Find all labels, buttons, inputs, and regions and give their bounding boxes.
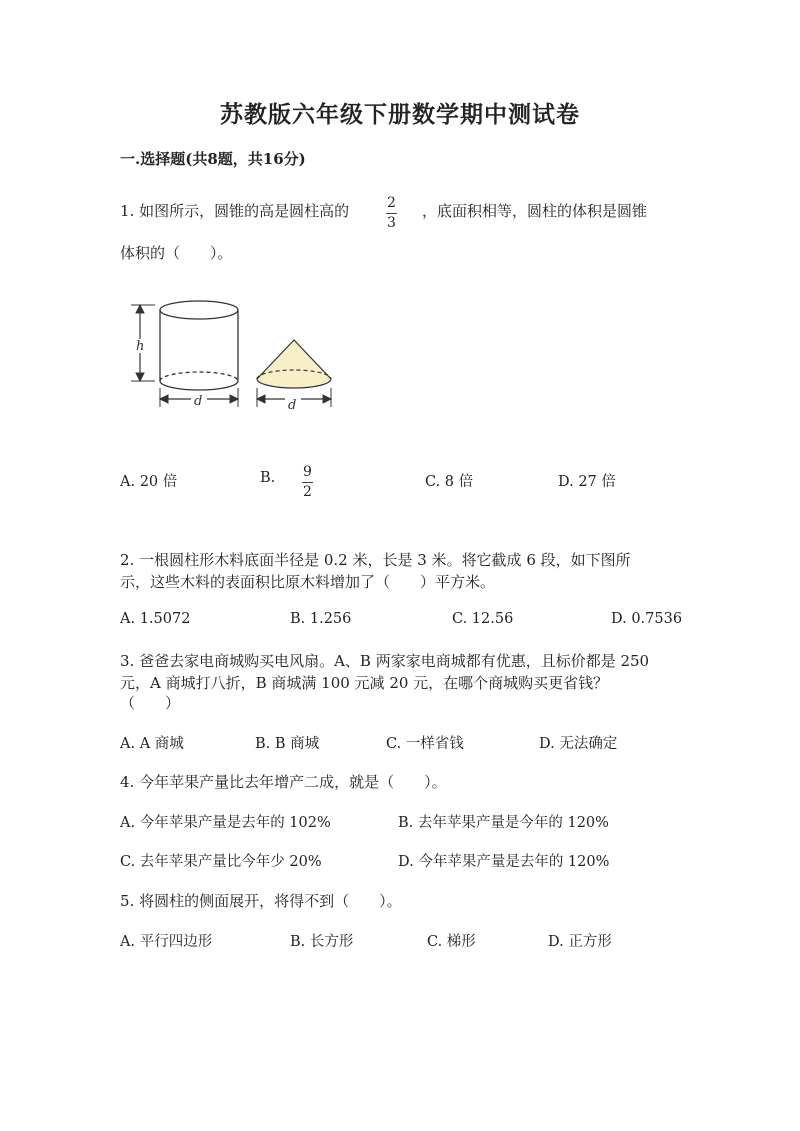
- q3-option-a[interactable]: A. A 商城: [120, 736, 184, 752]
- question-3-line-2: 元，A 商城打八折，B 商城满 100 元减 20 元，在哪个商城购买更省钱？: [120, 674, 609, 692]
- q1-option-d[interactable]: D. 27 倍: [558, 474, 616, 490]
- question-1-line-2: 体积的（ ）。: [120, 244, 233, 262]
- q3-option-d[interactable]: D. 无法确定: [539, 736, 618, 752]
- question-5-line-1: 5. 将圆柱的侧面展开，将得不到（ ）。: [120, 892, 402, 910]
- question-1-text-a: 1. 如图所示，圆锥的高是圆柱高的: [120, 202, 350, 220]
- q1-option-b[interactable]: B.: [260, 470, 276, 486]
- q5-option-c[interactable]: C. 梯形: [427, 934, 476, 950]
- q4-option-d[interactable]: D. 今年苹果产量是去年的 120%: [398, 854, 610, 870]
- fraction-numerator: 2: [387, 195, 396, 211]
- q3-option-b[interactable]: B. B 商城: [255, 736, 320, 752]
- question-2-line-2: 示，这些木料的表面积比原木料增加了（ ）平方米。: [120, 573, 496, 591]
- question-2-line-1: 2. 一根圆柱形木料底面半径是 0.2 米，长是 3 米。将它截成 6 段，如下图所: [120, 551, 631, 569]
- question-1-fraction: [386, 196, 397, 231]
- q2-option-a[interactable]: A. 1.5072: [120, 611, 191, 627]
- question-4-line-1: 4. 今年苹果产量比去年增产二成，就是（ ）。: [120, 773, 447, 791]
- q4-option-b[interactable]: B. 去年苹果产量是今年的 120%: [398, 815, 609, 831]
- q5-option-b[interactable]: B. 长方形: [290, 934, 354, 950]
- section-heading: 一.选择题(共8题，共16分): [120, 150, 306, 168]
- q2-option-b[interactable]: B. 1.256: [290, 611, 352, 627]
- fraction-denominator: 2: [303, 484, 312, 500]
- cone-shape: [257, 340, 331, 388]
- height-label: h: [136, 339, 145, 354]
- q2-option-c[interactable]: C. 12.56: [452, 611, 514, 627]
- cylinder-shape: [160, 301, 238, 390]
- q5-option-d[interactable]: D. 正方形: [548, 934, 612, 950]
- q1-option-b-fraction: [302, 465, 313, 500]
- fraction-bar: [302, 482, 313, 483]
- question-3-line-1: 3. 爸爸去家电商城购买电风扇。A、B 两家家电商城都有优惠，且标价都是 250: [120, 652, 650, 670]
- q3-option-c[interactable]: C. 一样省钱: [386, 736, 464, 752]
- question-1-text-b: ，底面积相等，圆柱的体积是圆锥: [422, 202, 648, 220]
- page-title: 苏教版六年级下册数学期中测试卷: [220, 101, 580, 128]
- fraction-denominator: 3: [387, 215, 396, 231]
- fraction-bar: [386, 213, 397, 214]
- question-1-line-1: [120, 200, 349, 222]
- cylinder-cone-figure: [125, 295, 340, 415]
- q4-option-c[interactable]: C. 去年苹果产量比今年少 20%: [120, 854, 322, 870]
- q1-option-c[interactable]: C. 8 倍: [425, 474, 474, 490]
- question-3-line-3: （ ）: [120, 694, 181, 712]
- q5-option-a[interactable]: A. 平行四边形: [120, 934, 213, 950]
- q1-option-a[interactable]: A. 20 倍: [120, 474, 178, 490]
- q2-option-d[interactable]: D. 0.7536: [611, 611, 683, 627]
- cylinder-diameter-label: d: [194, 394, 203, 409]
- cone-diameter-label: d: [288, 398, 297, 413]
- fraction-numerator: 9: [303, 464, 312, 480]
- q4-option-a[interactable]: A. 今年苹果产量是去年的 102%: [120, 815, 331, 831]
